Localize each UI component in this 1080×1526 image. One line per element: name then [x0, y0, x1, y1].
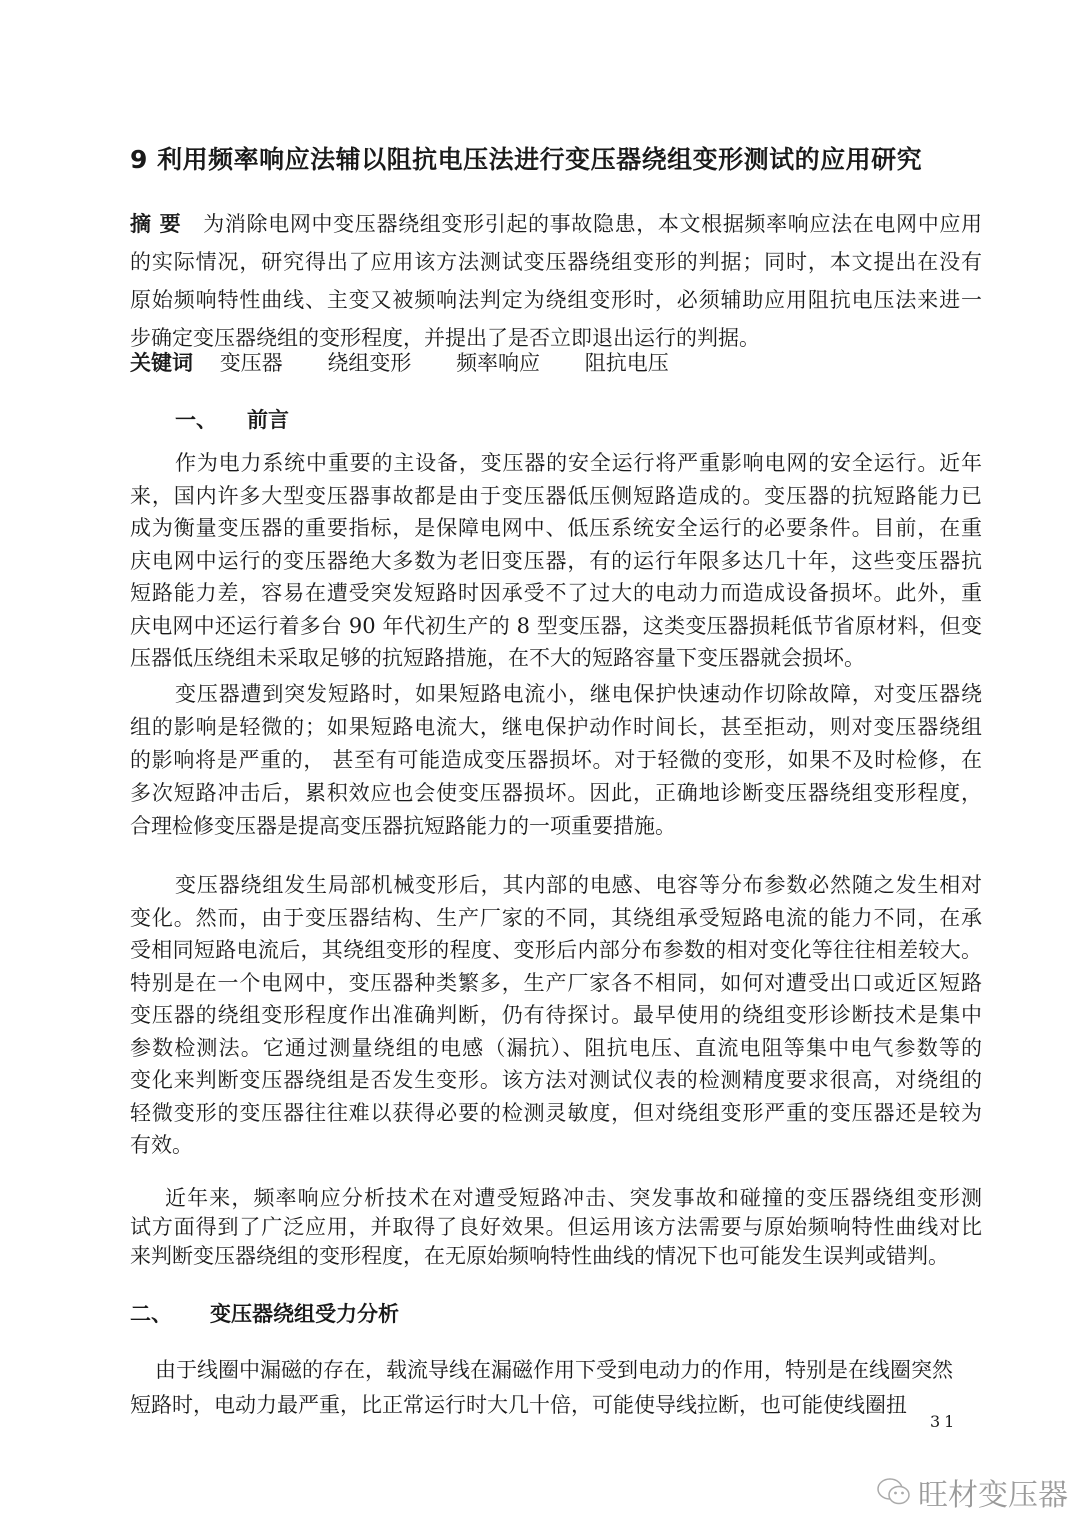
abstract-line-0 [130, 208, 982, 240]
keywords-label: 关键词 [130, 351, 193, 375]
paragraph-line: 组的影响是轻微的；如果短路电流大，继电保护动作时间长，甚至拒动，则对变压器绕组 [130, 715, 982, 739]
paragraph-line: 庆电网中还运行着多台 90 年代初生产的 8 型变压器，这类变压器损耗低节省原材料，但变 [130, 613, 982, 638]
paragraph-line: 作为电力系统中重要的主设备，变压器的安全运行将严重影响电网的安全运行。近年 [175, 451, 982, 475]
paragraph-line: 短路能力差，容易在遭受突发短路时因承受不了过大的电动力而造成设备损坏。此外，重 [130, 581, 982, 605]
paragraph-line: 有效。 [130, 1133, 193, 1157]
page-title: 9 利用频率响应法辅以阻抗电压法进行变压器绕组变形测试的应用研究 [130, 145, 923, 174]
section-heading-2 [130, 1298, 399, 1328]
paragraph-line: 变压器的绕组变形程度作出准确判断，仍有待探讨。最早使用的绕组变形诊断技术是集中 [130, 1003, 982, 1027]
wechat-icon [876, 1476, 912, 1508]
paragraph-line: 庆电网中运行的变压器绝大多数为老旧变压器，有的运行年限多达几十年，这些变压器抗 [130, 548, 982, 573]
section-number: 一、 [175, 408, 217, 432]
paragraph-line: 合理检修变压器是提高变压器抗短路能力的一项重要措施。 [130, 814, 676, 838]
paragraph-line: 来判断变压器绕组的变形程度，在无原始频响特性曲线的情况下也可能发生误判或错判。 [130, 1244, 949, 1268]
paragraph-line: 近年来，频率响应分析技术在对遭受短路冲击、突发事故和碰撞的变压器绕组变形测 [165, 1186, 982, 1210]
paragraph-line: 变压器遭到突发短路时，如果短路电流小，继电保护快速动作切除故障，对变压器绕 [175, 682, 982, 706]
paragraph-line: 成为衡量变压器的重要指标，是保障电网中、低压系统安全运行的必要条件。目前，在重 [130, 516, 982, 540]
abstract-line: 原始频响特性曲线、主变又被频响法判定为绕组变形时，必须辅助应用阻抗电压法来进一 [130, 288, 982, 312]
paragraph-line: 特别是在一个电网中，变压器种类繁多，生产厂家各不相同，如何对遭受出口或近区短路 [130, 970, 982, 995]
paragraph-line: 参数检测法。它通过测量绕组的电感（漏抗）、阻抗电压、直流电阻等集中电气参数等的 [130, 1035, 982, 1060]
section-title: 前言 [247, 408, 289, 432]
paragraph-line: 压器低压绕组未采取足够的抗短路措施，在不大的短路容量下变压器就会损坏。 [130, 646, 865, 670]
paragraph-line: 变压器绕组发生局部机械变形后，其内部的电感、电容等分布参数必然随之发生相对 [175, 873, 982, 897]
keyword: 变压器 [219, 351, 283, 375]
paragraph-line: 轻微变形的变压器往往难以获得必要的检测灵敏度，但对绕组变形严重的变压器还是较为 [130, 1100, 982, 1125]
keyword: 频率响应 [456, 351, 541, 375]
paragraph-line: 受相同短路电流后，其绕组变形的程度、变形后内部分布参数的相对变化等往往相差较大。 [130, 938, 982, 962]
paragraph-line: 变化来判断变压器绕组是否发生变形。该方法对测试仪表的检测精度要求很高，对绕组的 [130, 1068, 982, 1092]
abstract-text: 为消除电网中变压器绕组变形引起的事故隐患，本文根据频率响应法在电网中应用 [203, 212, 983, 236]
paragraph-line: 多次短路冲击后，累积效应也会使变压器损坏。因此，正确地诊断变压器绕组变形程度， [130, 781, 982, 805]
paragraph-line: 试方面得到了广泛应用，并取得了良好效果。但运用该方法需要与原始频响特性曲线对比 [130, 1215, 982, 1239]
watermark-text: 旺材变压器 [918, 1478, 1068, 1513]
keyword: 绕组变形 [327, 351, 412, 375]
page-number: 31 [930, 1412, 959, 1431]
abstract-line: 的实际情况，研究得出了应用该方法测试变压器绕组变形的判据；同时，本文提出在没有 [130, 250, 982, 274]
paragraph-line: 由于线圈中漏磁的存在，载流导线在漏磁作用下受到电动力的作用，特别是在线圈突然 [155, 1358, 953, 1382]
section-number: 二、 [130, 1302, 172, 1326]
abstract-label: 摘 要 [130, 212, 182, 236]
paragraph-line: 变化。然而，由于变压器结构、生产厂家的不同，其绕组承受短路电流的能力不同，在承 [130, 905, 982, 930]
paragraph-line: 来，国内许多大型变压器事故都是由于变压器低压侧短路造成的。变压器的抗短路能力已 [130, 483, 982, 508]
paragraph-line: 短路时，电动力最严重，比正常运行时大几十倍，可能使导线拉断，也可能使线圈扭 [130, 1393, 907, 1417]
abstract-line: 步确定变压器绕组的变形程度，并提出了是否立即退出运行的判据。 [130, 326, 760, 350]
paragraph-line: 的影响将是严重的， 甚至有可能造成变压器损坏。对于轻微的变形，如果不及时检修，在 [130, 748, 982, 772]
section-heading-1 [175, 404, 289, 434]
section-title: 变压器绕组受力分析 [210, 1302, 399, 1326]
watermark [876, 1470, 1068, 1514]
keyword: 阻抗电压 [584, 351, 669, 375]
keywords-line [130, 347, 982, 379]
